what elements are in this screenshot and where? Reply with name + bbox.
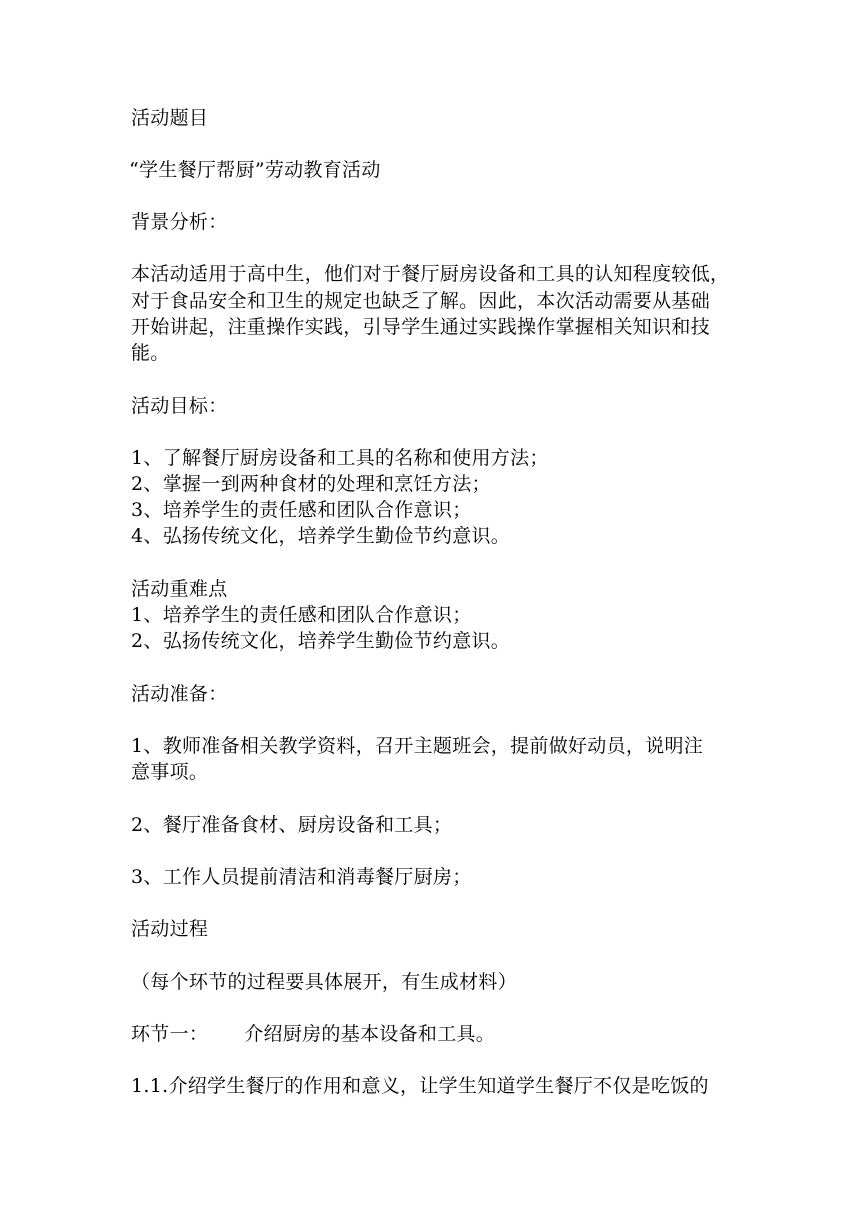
key-point-item: 2、弘扬传统文化，培养学生勤俭节约意识。 [131, 630, 511, 652]
preparation-item-3: 3、工作人员提前清洁和消毒餐厅厨房； [131, 866, 472, 888]
goal-item: 4、弘扬传统文化，培养学生勤俭节约意识。 [131, 525, 511, 547]
activity-title: “学生餐厅帮厨”劳动教育活动 [129, 159, 381, 181]
preparation-item-1-line: 意事项。 [131, 761, 209, 783]
background-paragraph-line: 本活动适用于高中生，他们对于餐厅厨房设备和工具的认知程度较低， [131, 263, 730, 285]
key-points-heading: 活动重难点 [131, 578, 228, 600]
background-paragraph-line: 能。 [131, 342, 170, 364]
background-paragraph-line: 对于食品安全和卫生的规定也缺乏了解。因此，本次活动需要从基础 [131, 290, 711, 312]
background-paragraph-line: 开始讲起，注重操作实践，引导学生通过实践操作掌握相关知识和技 [131, 316, 711, 338]
goal-item: 2、掌握一到两种食材的处理和烹饪方法； [131, 473, 491, 495]
preparation-item-1-line: 1、教师准备相关教学资料，召开主题班会，提前做好动员，说明注 [131, 735, 704, 757]
process-heading: 活动过程 [131, 918, 209, 940]
step-1-line [131, 1021, 495, 1047]
goal-item: 1、了解餐厅厨房设备和工具的名称和使用方法； [131, 447, 549, 469]
title-heading: 活动题目 [131, 107, 209, 129]
key-point-item: 1、培养学生的责任感和团队合作意识； [131, 604, 472, 626]
step-1-label: 环节一： [131, 1023, 209, 1045]
step-1-item-1: 1.1.介绍学生餐厅的作用和意义，让学生知道学生餐厅不仅是吃饭的 [131, 1075, 709, 1097]
background-heading: 背景分析： [131, 211, 228, 233]
preparation-item-2: 2、餐厅准备食材、厨房设备和工具； [131, 814, 453, 836]
step-1-text: 介绍厨房的基本设备和工具。 [244, 1023, 496, 1045]
process-note: （每个环节的过程要具体展开，有生成材料） [131, 971, 518, 993]
preparation-heading: 活动准备： [131, 683, 228, 705]
goal-item: 3、培养学生的责任感和团队合作意识； [131, 499, 472, 521]
goals-heading: 活动目标： [131, 395, 228, 417]
